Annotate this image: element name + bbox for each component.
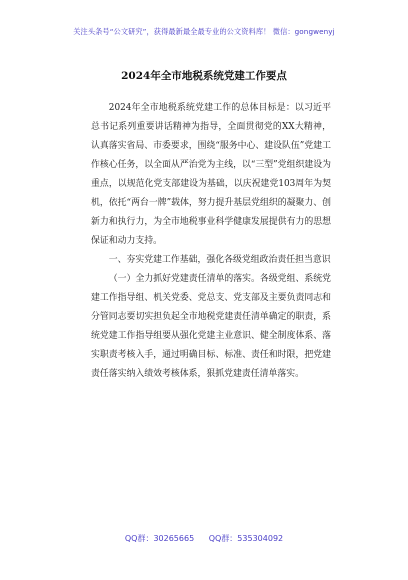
intro-paragraph: 2024年全市地税系统党建工作的总体目标是：以习近平总书记系列重要讲话精神为指导，全面贯彻党的XX大精神，认真落实省局、市委要求，围绕“服务中心、建设队伍”党建工作核心任务，以全面从严治党为主线，以“三型”党组织建设为重点，以规范化党支部建设为基础，以庆祝建党103周年为契机，依托“两台一牌”载体，努力提升基层党组织的凝聚力、创新力和执行力，为全市地税事业科学健康发展提供有力的思想保证和动力支持。 (91, 103, 331, 246)
section-heading: 一、夯实党建工作基础，强化各级党组政治责任担当意识 (108, 255, 331, 265)
document-title: 2024年全市地税系统党建工作要点 (121, 70, 287, 82)
subsection-paragraph: （一）全力抓好党建责任清单的落实。各级党组、系统党建工作指导组、机关党委、党总支、党支部及主要负责同志和分管同志要切实担负起全市地税党建责任清单确定的职责，系统党建工作指导组要从强化党建主业意识、健全制度体系、落实职责考核入手，通过明确目标、标准、责任和时限，把党建责任落实纳入绩效考核体系，狠抓党建责任清单落实。 (91, 274, 331, 379)
top-banner: 关注头条号“公文研究”，获得最新最全最专业的公文资料库！ 微信：gongwenyj (73, 27, 335, 36)
document-body (91, 99, 331, 384)
footer (0, 533, 408, 544)
footer-qq-group-1: QQ群：30265665 (124, 534, 195, 543)
footer-qq-group-2: QQ群：535304092 (208, 534, 284, 543)
